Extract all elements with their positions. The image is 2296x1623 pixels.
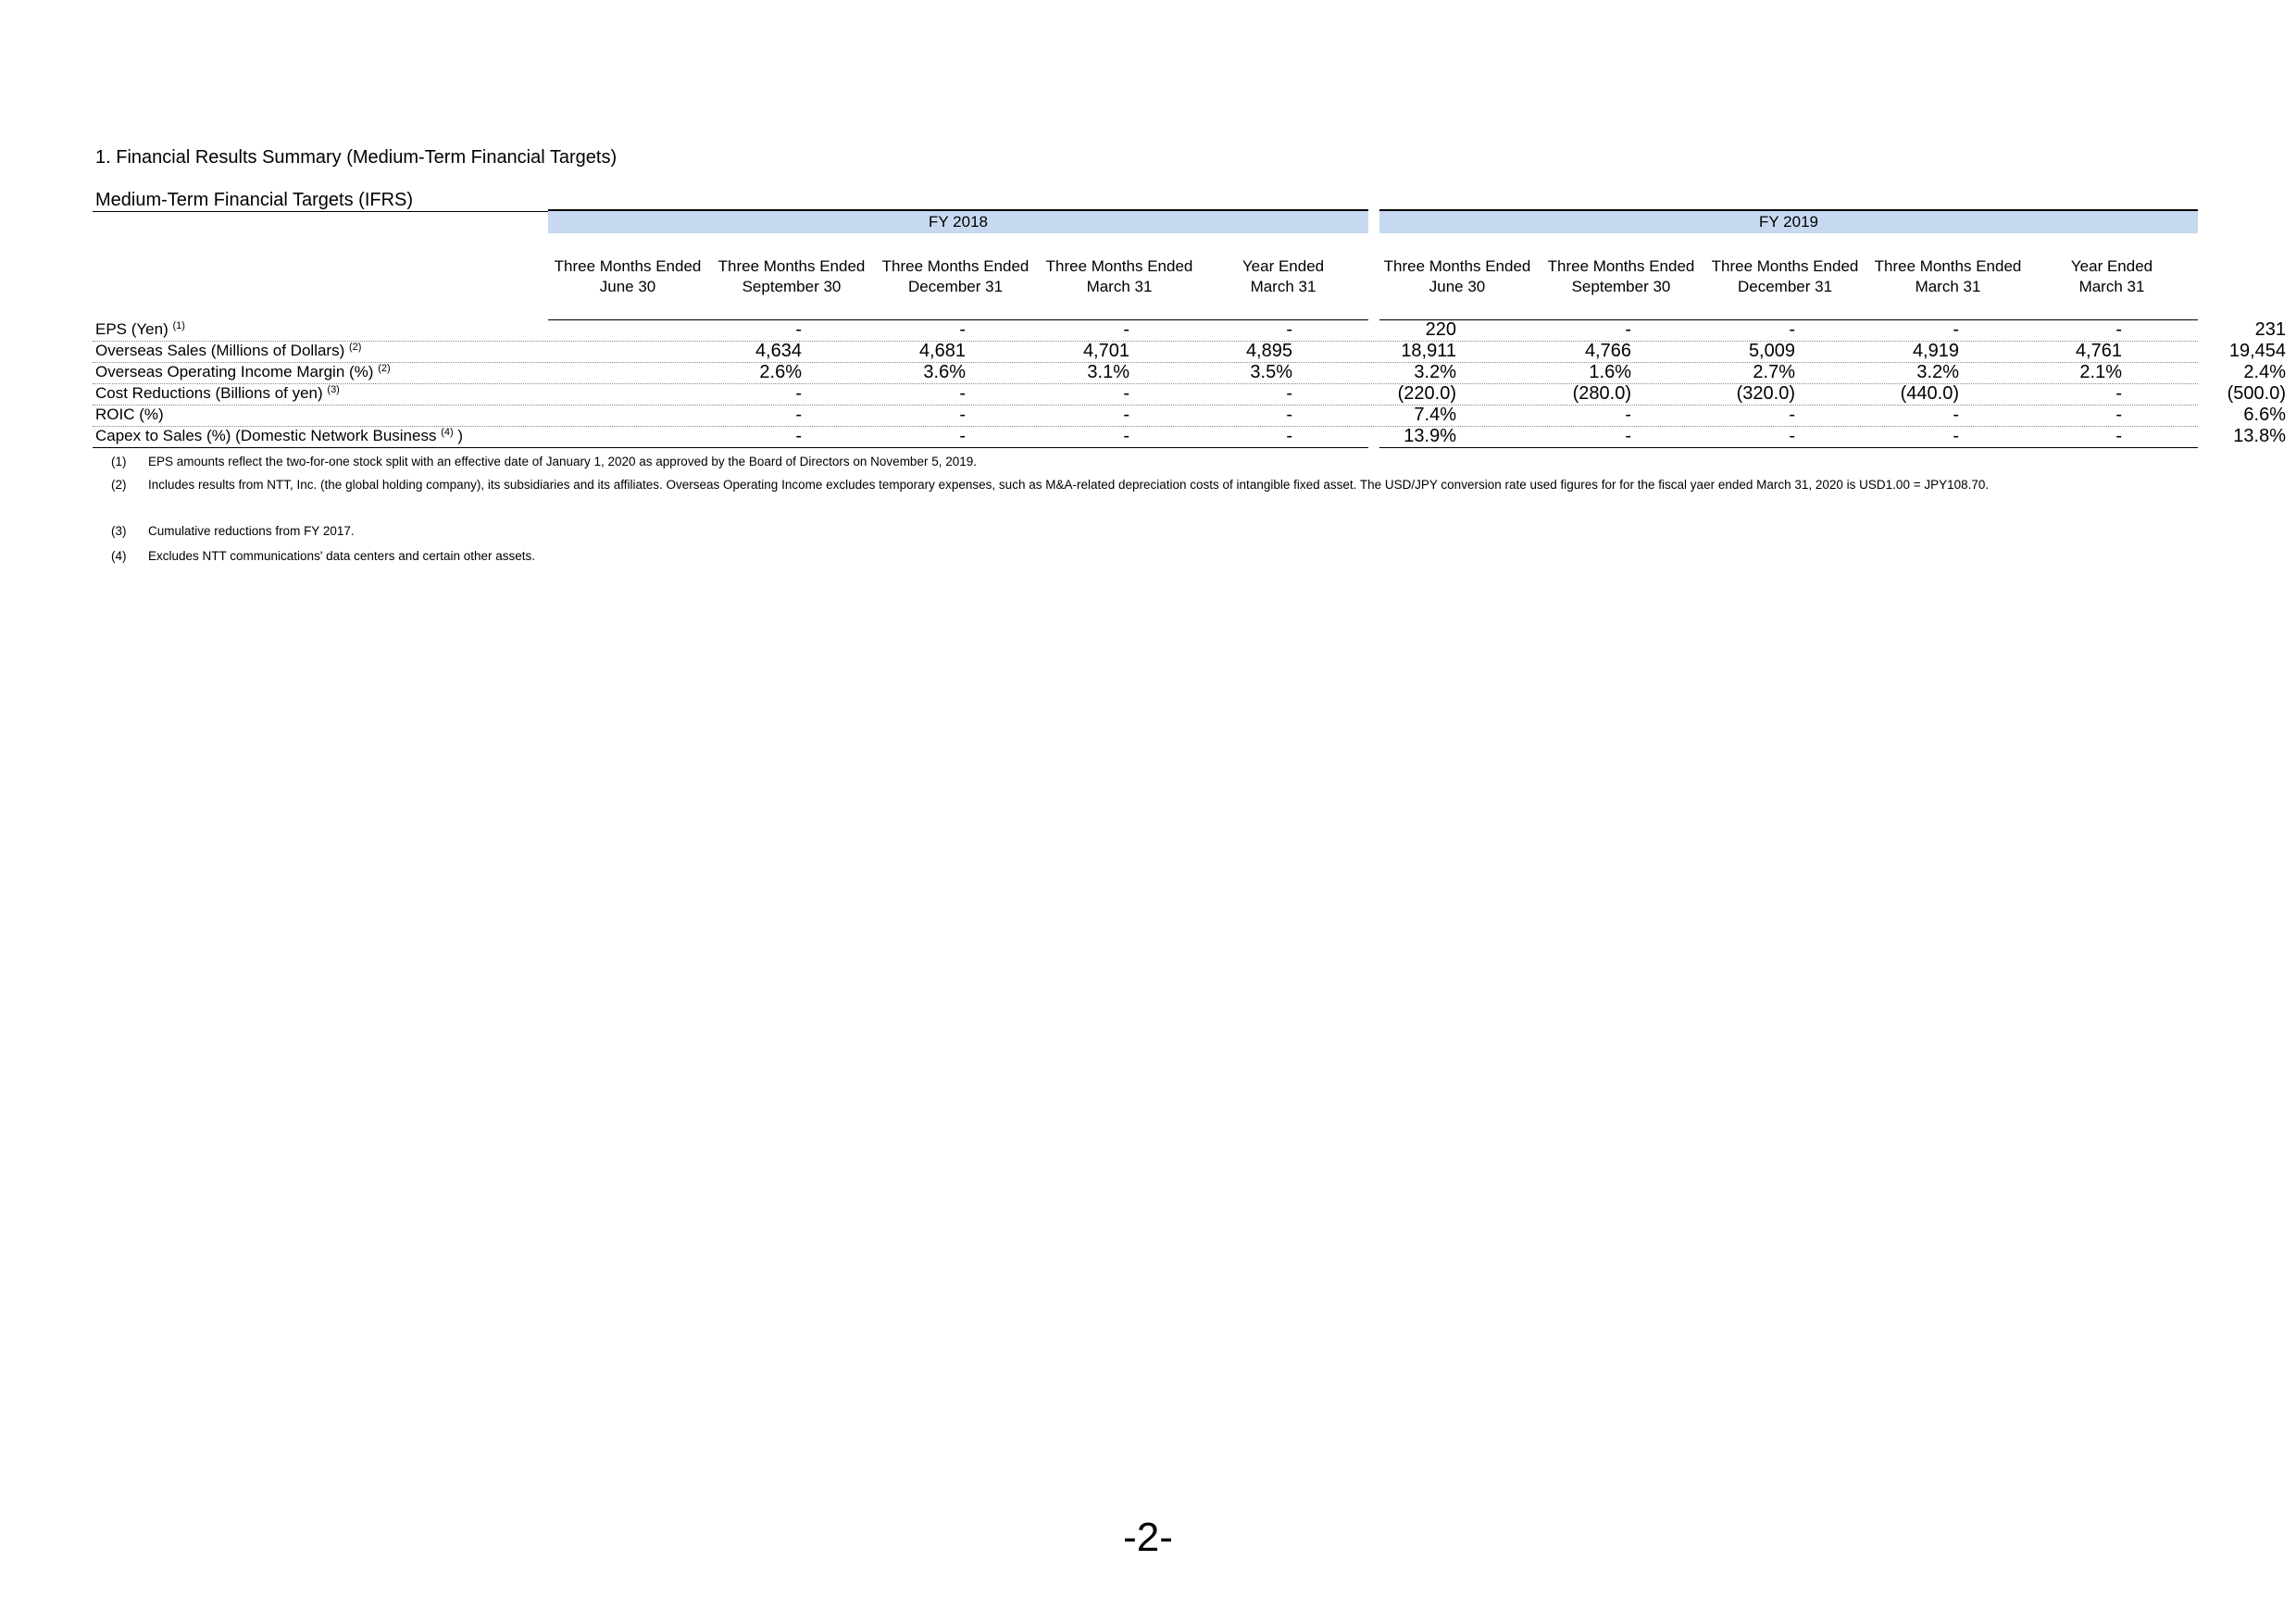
table-cell: 3.6% (923, 362, 966, 382)
column-header: Three Months Ended September 30 (1547, 257, 1695, 295)
column-header: Year Ended March 31 (1242, 257, 1325, 295)
table-cell: 231 (2254, 319, 2286, 340)
table-cell: - (959, 383, 966, 404)
table-row (93, 426, 2286, 447)
table-cell: (320.0) (1736, 383, 1795, 404)
table-cell: - (1123, 405, 1129, 425)
table-cell: - (959, 319, 966, 340)
table-cell: - (1625, 405, 1631, 425)
table-cell: 2.1% (2079, 362, 2122, 382)
column-header: Three Months Ended June 30 (554, 257, 702, 295)
table-row (93, 341, 2286, 363)
table-cell: - (1123, 383, 1129, 404)
table-cell: 220 (1425, 319, 1456, 340)
title-underline (93, 211, 550, 212)
table-cell: - (1286, 319, 1292, 340)
column-header: Year Ended March 31 (2070, 257, 2153, 295)
table-cell: 19,454 (2228, 341, 2286, 361)
table-bottom-rule (93, 447, 1368, 448)
row-label: Overseas Sales (Millions of Dollars) $^{(2)}$ (95, 342, 362, 359)
row-label: ROIC (%) (95, 406, 164, 423)
table-cell: - (959, 405, 966, 425)
table-cell: 2.7% (1753, 362, 1795, 382)
footnote: (4) Excludes NTT communications' data centers and certain other assets. (111, 549, 536, 563)
table-cell: 3.1% (1087, 362, 1129, 382)
row-label: Cost Reductions (Billions of yen) $^{(3)}$ (95, 384, 340, 402)
table-cell: 6.6% (2243, 405, 2286, 425)
table-cell: 3.2% (1414, 362, 1456, 382)
table-bottom-rule (1379, 447, 2198, 448)
table-cell: 4,681 (918, 341, 966, 361)
table-cell: 7.4% (1414, 405, 1456, 425)
table-cell: 4,895 (1245, 341, 1292, 361)
table-cell: - (1123, 319, 1129, 340)
group-header-fy2019: FY 2019 (1379, 209, 2198, 233)
table-cell: - (1789, 426, 1795, 446)
table-cell: - (959, 426, 966, 446)
column-header: Three Months Ended March 31 (1045, 257, 1193, 295)
table-row (93, 405, 2286, 427)
table-cell: 4,766 (1584, 341, 1631, 361)
table-row (93, 362, 2286, 384)
table-cell: 2.6% (759, 362, 802, 382)
table-cell: - (1123, 426, 1129, 446)
table-cell: - (795, 383, 802, 404)
table-cell: - (2115, 426, 2122, 446)
table-cell: - (795, 405, 802, 425)
row-label: Capex to Sales (%) (Domestic Network Business $^{(4)}$ ) (95, 427, 464, 444)
section-title: 1. Financial Results Summary (Medium-Term Financial Targets) (95, 147, 618, 168)
table-cell: - (1789, 405, 1795, 425)
column-header: Three Months Ended September 30 (718, 257, 866, 295)
table-cell: - (1625, 426, 1631, 446)
table-cell: 4,634 (755, 341, 802, 361)
footnote: (1) EPS amounts reflect the two-for-one stock split with an effective date of January 1, 2020 as approved by the Board of Directors on November 5, 2019. (111, 455, 977, 468)
row-label: EPS (Yen) $^{(1)}$ (95, 320, 185, 338)
page-number: -2- (1123, 1515, 1173, 1560)
column-header: Three Months Ended March 31 (1874, 257, 2022, 295)
table-cell: 1.6% (1589, 362, 1631, 382)
footnote: (2) Includes results from NTT, Inc. (the global holding company), its subsidiaries and its affiliates. Overseas Operating Income excludes temporary expenses, such as M&A-related depreciation costs of intangible fixed asset. The USD/JPY conversion rate used figures for for the fiscal yaer ended March 31, 2020 is USD1.00 = JPY108.70. (111, 478, 1990, 492)
table-cell: (220.0) (1397, 383, 1456, 404)
footnote: (3) Cumulative reductions from FY 2017. (111, 524, 355, 538)
table-row (93, 319, 2286, 342)
table-cell: - (1286, 426, 1292, 446)
table-cell: - (1953, 319, 1959, 340)
table-cell: 3.5% (1250, 362, 1292, 382)
table-cell: 18,911 (1401, 341, 1456, 361)
group-header-fy2018: FY 2018 (548, 209, 1368, 233)
table-cell: (440.0) (1900, 383, 1959, 404)
table-cell: 2.4% (2243, 362, 2286, 382)
table-cell: - (1789, 319, 1795, 340)
table-cell: - (1953, 405, 1959, 425)
table-cell: 3.2% (1916, 362, 1959, 382)
table-cell: 4,761 (2075, 341, 2122, 361)
table-cell: (500.0) (2227, 383, 2286, 404)
table-cell: 4,701 (1082, 341, 1129, 361)
table-title: Medium-Term Financial Targets (IFRS) (95, 190, 414, 210)
table-cell: 13.9% (1404, 426, 1456, 446)
table-cell: - (1286, 405, 1292, 425)
column-header: Three Months Ended December 31 (881, 257, 1029, 295)
table-row (93, 383, 2286, 406)
table-cell: - (795, 426, 802, 446)
table-cell: - (795, 319, 802, 340)
row-label: Overseas Operating Income Margin (%) $^{(2)}$ (95, 363, 391, 381)
table-cell: - (2115, 383, 2122, 404)
table-cell: 5,009 (1748, 341, 1795, 361)
table-cell: 4,919 (1912, 341, 1959, 361)
table-cell: - (1625, 319, 1631, 340)
table-cell: - (2115, 405, 2122, 425)
table-cell: - (1286, 383, 1292, 404)
column-header: Three Months Ended December 31 (1711, 257, 1859, 295)
table-cell: - (1953, 426, 1959, 446)
table-cell: (280.0) (1572, 383, 1631, 404)
table-cell: - (2115, 319, 2122, 340)
column-header: Three Months Ended June 30 (1383, 257, 1531, 295)
table-cell: 13.8% (2233, 426, 2286, 446)
